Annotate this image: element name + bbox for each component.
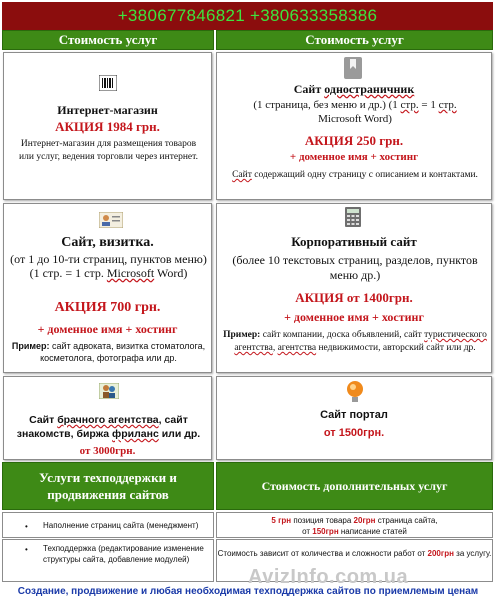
barcode-icon xyxy=(99,75,117,91)
dating-price: от 3000грн. xyxy=(79,445,136,457)
card-example: Пример: сайт адвоката, визитка стоматолога, косметолога, фотографа или др. xyxy=(11,341,206,363)
cell-internet-shop xyxy=(3,52,212,200)
support-header-left-label: Услуги техподдержки и продвижения сайтов xyxy=(39,470,177,502)
cell-dating-site xyxy=(3,376,212,460)
cell-one-page-site xyxy=(216,52,492,200)
cell-corporate-site xyxy=(216,203,492,373)
footer-tagline: Создание, продвижение и любая необходимая техподдержка сайтов по приемлемым ценам xyxy=(17,586,479,597)
one-page-details: (1 страница, без меню и др.) (1 стр. = 1 стр. Microsoft Word) xyxy=(253,99,457,125)
support-header-left xyxy=(2,462,214,510)
support-row-content-label: Наполнение страниц сайта (менеджмент) xyxy=(43,521,199,530)
header-left-label: Стоимость услуг xyxy=(58,32,158,47)
corp-title: Корпоративный сайт xyxy=(291,234,417,249)
one-page-extra: + доменное имя + хостинг xyxy=(289,151,419,163)
shop-description: Интернет-магазин для размещения товаров или услуг, ведения торговли через интернет. xyxy=(19,139,198,162)
bullet-icon: • xyxy=(25,545,28,554)
shop-price: АКЦИЯ 1984 грн. xyxy=(55,119,160,134)
one-page-description: Сайт содержащий одну страницу с описанием и контактами. xyxy=(232,170,478,180)
support-row-maintenance-label: Техподдержка (редактирование изменение структуры сайта, добавление модулей) xyxy=(43,544,204,564)
portal-title: Сайт портал xyxy=(320,409,388,421)
lightbulb-icon xyxy=(346,380,364,404)
corp-price: АКЦИЯ от 1400грн. xyxy=(295,290,413,305)
support-row-maintenance-left xyxy=(2,539,214,582)
contact-card-icon xyxy=(99,212,123,228)
card-extra: + доменное имя + хостинг xyxy=(37,322,178,336)
header-right-label: Стоимость услуг xyxy=(305,32,404,47)
portal-price: от 1500грн. xyxy=(323,427,385,439)
corp-details: (более 10 текстовых страниц, разделов, пунктов меню др.) xyxy=(232,253,478,282)
card-price: АКЦИЯ 700 грн. xyxy=(54,300,161,315)
watermark: AvizInfo.com.ua xyxy=(248,566,409,588)
phone-numbers: +380677846821 +380633358386 xyxy=(117,6,378,25)
support-header-right xyxy=(216,462,493,510)
support-row-content-left xyxy=(2,512,214,538)
cell-business-card-site xyxy=(3,203,212,373)
cell-portal-site xyxy=(216,376,492,460)
shop-title: Интернет-магазин xyxy=(57,103,158,117)
one-page-price: АКЦИЯ 250 грн. xyxy=(304,133,404,148)
dating-title: Сайт брачного агентства, сайт знакомств, биржа фриланс или др. xyxy=(16,414,201,440)
people-icon xyxy=(99,383,119,399)
bullet-icon: • xyxy=(25,522,28,531)
support-header-right-label: Стоимость дополнительных услуг xyxy=(261,479,448,493)
corp-extra: + доменное имя + хостинг xyxy=(284,310,424,324)
card-details: (от 1 до 10-ти страниц, пунктов меню) (1 стр. = 1 стр. Microsoft Word) xyxy=(10,252,207,280)
card-title: Сайт, визитка. xyxy=(61,235,154,250)
support-row-maintenance-right: Стоимость зависит от количества и сложности работ от 200грн за услугу. xyxy=(216,539,493,582)
header-left xyxy=(2,30,214,50)
header-right xyxy=(216,30,493,50)
calculator-icon xyxy=(345,207,361,227)
bookmark-icon xyxy=(344,57,362,79)
phone-bar xyxy=(2,2,493,30)
support-row-content-right: 5 грн позиция товара 20грн страница сайта, от 150грн написание статей xyxy=(216,512,493,538)
corp-example: Пример: сайт компании, доска объявлений, сайт туристического агентства, агентства недвижимости, авторский сайт или др. xyxy=(223,330,487,353)
one-page-title: Сайт одностраничник xyxy=(293,82,415,96)
